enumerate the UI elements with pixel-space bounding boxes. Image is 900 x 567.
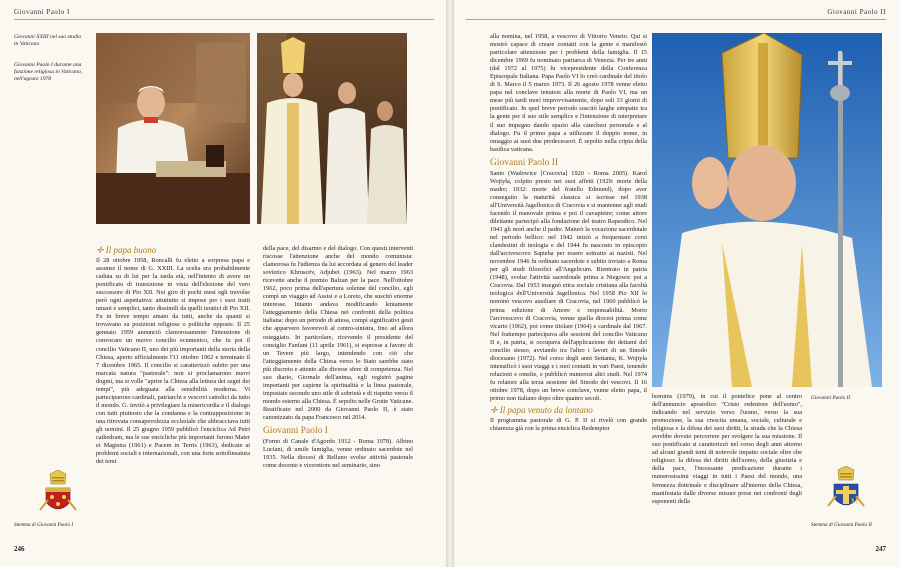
text-column-1 [490, 33, 647, 433]
section-title [490, 405, 647, 416]
text-column-1 [96, 245, 250, 466]
text-column-2 [263, 245, 413, 470]
coat-of-arms-icon [38, 470, 78, 518]
photo-caption-2: Giovanni Paolo I durante una funzione religiosa in Vaticano, nell'agosto 1978 [14, 62, 83, 82]
running-head-right: Giovanni Paolo II [827, 8, 886, 16]
paragraph: (Forno di Canale d'Agordo 1912 - Roma 1978). Albino Luciani, di umile famiglia, venne ordinato sacerdote nel 1935. Nella diocesi di Belluno svolse attività pastorale come docente e vicerettore nel seminario, sino [263, 438, 413, 470]
page-number: 246 [14, 545, 25, 553]
paragraph: alla nomina, nel 1958, a vescovo di Vittorio Veneto. Qui si mostrò capace di creare contatti con la gente e manifestò particolare attenzione per i problemi della famiglia. Il 15 dicembre 1969 fu nominato patriarca di Venezia. Per tre anni (dal 1972 al 1975) fu vicepresidente della Conferenza Episcopale Italiana. Papa Paolo VI lo creò cardinale del titolo di S. Marco il 5 marzo 1973. Il 26 agosto 1978 venne eletto papa nel conclave tenutosi alla morte di Paolo VI, ma un mese più tardi morì improvvisamente, dopo soli 33 giorni di pontificato. In quel breve periodo suscitò larghe simpatie tra la gente per il suo stile semplice e l'intenzione di interpretare il suo impegno dando spazio alla catechesi personale e al dialogo. Fu il primo papa a utilizzare il doppio nome, in omaggio ai suoi due predecessori. È sepolto nella cripta della basilica vaticana. [490, 33, 647, 153]
right-page [454, 0, 900, 567]
running-head-left: Giovanni Paolo I [14, 8, 70, 16]
bullet-icon: ✛ [490, 405, 500, 416]
svg-text:M: M [851, 497, 859, 506]
photo-caption-1: Giovanni XXIII nel suo studio in Vaticano [14, 34, 82, 47]
section-title-text: Il papa buono [105, 245, 157, 255]
book-gutter [446, 0, 454, 567]
coat-of-arms-icon [826, 466, 866, 514]
coat-of-arms-caption: Stemma di Giovanni Paolo I [14, 522, 74, 528]
left-page [0, 0, 446, 567]
section-title-text: Il papa venuto da lontano [499, 405, 593, 416]
paragraph: Santo (Wadowice [Cracovia] 1920 - Roma 2005). Karol Wojtyła, colpito presto nei suoi affetti (1929: morte della madre; 1932: morte del fratello Edmund), dopo aver conseguito la maturità classica si iscrisse nel 1938 all'Università Jagellonica di Cracovia e si mantenne agli studi facendo il manovale prima e poi il cavapietre; come attore dilettante partecipò alla fondazione del teatro Rapsodico. Nel 1941 gli morì anche il padre. Maturò la vocazione sacerdotale nel periodo bellico: nel 1942 iniziò a frequentare corsi clandestini di teologia e del 1944 fu nascosto in episcopio dall'arcivescovo Sapieha per essere sottratto ai nazisti. Nel novembre 1946 fu ordinato sacerdote e subito inviato a Roma per gli studi filosofici all'Angelicum. Rientrato in patria (1948), svolse l'attività sacerdotale prima a Niegowic poi a Cracovia. Dal 1953 insegnò etica sociale cristiana alla facoltà teologica dell'Università Jagellonica. Nel 1958 Pio XII lo nominò vescovo ausiliare di Cracovia, nel 1960 pubblicò la prima edizione di Amore e responsabilità. Morto l'arcivescovo di Cracovia, venne quella diocesi prima come vicario (1962), poi come titolare (1964) e cardinale dal 1967. Nel frattempo partecipava alle sessioni del concilio Vaticano II e, in patria, si occupava dell'applicazione dei dettami del concilio stesso, avviando tra l'altro i lavori di un Sinodo diocesano (1972). Nel corso degli anni Settanta, K. Wojtyła intensificò i suoi viaggi e i suoi contatti in vari Paesi, tenendo relazioni e omelie, e pubblicò numerosi altri studi. Nel 1974 fu relatore alla terza sessione del Sinodo dei vescovi. Il 16 ottobre 1978, dopo un breve conclave, venne eletto papa, il primo non italiano dopo oltre quattro secoli. [490, 169, 647, 403]
coat-of-arms-caption: Stemma di Giovanni Paolo II [811, 522, 872, 528]
header-rule [466, 19, 886, 20]
photo-giovanni-paolo-i [257, 33, 407, 224]
header-rule [14, 19, 434, 20]
paragraph: Il 28 ottobre 1958, Roncalli fu eletto a sorpresa papa e assunse il nome di G. XXIII. La scelta era probabilmente caduta su di lui per la tarda età, nell'intento di avere un pontificato di transizione in vista dell'elezione del vero successore di Pio XII. Nei giro di pochi mesi egli travolse però ogni aspettativa: attuitutto si impose per i suoi tratti umani e semplici, tanto dissimili da quelli ieratici di Pio XII. Fu in breve tempo amato da tutti, anche da quanti si trovavano su posizioni religiose o politiche opposte. Il 25 gennaio 1959 annunciò clamorosamente l'intenzione di convocare un nuovo concilio ecumenico, che fu poi il concilio Vaticano II, uno dei più importanti della storia della Chiesa, aperto ufficialmente l'11 ottobre 1962 e terminato il 7 dicembre 1965. Il concilio si caratterizzò subito per una marcata natura "pastorale": non si proclamarono nuovi dogmi, ma si volle "aprire la Chiesa alla lettura dei segni dei tempi", più adeguata alla sensibilità moderna. Vi parteciparono cardinali, patriarchi e vescovi cattolici da tutto il mondo. G. invitò a privilegiare la misericordia e il dialogo con tutti piuttosto che la condanna e la contrapposizione in una ritrovata consapevolezza ecclesiale che abbracciava tutti gli uomini. Il 25 giugno 1959 pubblicò l'enciclica Ad Petri cathedram, ma le sue encicliche più importanti furono Mater et Magistra (1961) e Pacem in Terris (1963), dedicate ai problemi sociali e internazionali, con una forte sottolineatura dei temi [96, 257, 250, 466]
paragraph: hominis (1979), in cui il pontefice pone al centro dell'annuncio apostolico "Cristo redentore dell'uomo", indicando nel servizio verso l'uomo, verso la sua promozione, la sua crescita umana, sociale, culturale e religiosa e la difesa dei suoi diritti, la strada che la Chiesa avrebbe dovuto percorrere per svolgere la sua missione. Il suo pontificato si caratterizzò nel corso degli anni attorno ad alcuni grandi temi di notevole impatto sociale oltre che religioso: la difesa dei diritti dell'uomo, della giustizia e della pace, l'incessante predicazione durante i numerosissimi viaggi in tutti i Paesi del mondo, una fermezza dottrinale e disciplinare all'interno della Chiesa, manifestata dalle diverse misure prese nei confronti degli esponenti della [652, 393, 802, 505]
section-title [96, 245, 250, 256]
photo-giovanni-paolo-ii [652, 33, 882, 387]
paragraph: Il programma pastorale di G. P. II si rivelò con grande chiarezza già con la prima enciclica Redemptor [490, 417, 647, 433]
page-number: 247 [875, 545, 886, 553]
paragraph: della pace, del disarmo e del dialogo. Con questi interventi riscosse l'attenzione anche del mondo comunista: clamorosa fu l'udienza da lui accordata al genero del leader sovietico Khruscëv, Adjubei (1963). Nel marzo 1963 ricevette anche il premio Balzan per la pace. Nell'ottobre 1962, poco prima dell'apertura solenne del concilio, egli compì un viaggio ad Assisi e a Loreto, che suscitò enorme interesse. Intanto andava modificando lentamente l'atteggiamento della Chiesa nei confronti della politica italiana: dopo un periodo di attesa, compì significativi gesti che apparvero favorevoli al centro-sinistra, fino ad allora osteggiato. In particolare, ricevendo il presidente del consiglio Fanfani (11 aprile 1961), si espresse a favore di un Tevere più largo, intendendo con ciò che l'atteggiamento della Chiesa verso lo Stato sarebbe stato più discreto e attento alle diverse sfere di competenza. Nel suo diario, Giornale dell'anima, egli registrò pagine importanti per capirne la spiritualità e la linea pastorale, impostate secondo uno stile di sobrietà e di rispetto verso il mondo esterno alla Chiesa. È sepolto nelle Grotte Vaticane. Beatificato nel 2000 da Giovanni Paolo II, è stato canonizzato da papa Francesco nel 2014. [263, 245, 413, 421]
bullet-icon: ✛ [96, 245, 106, 255]
photo-giovanni-xxiii [96, 33, 250, 224]
bio-title: Giovanni Paolo II [490, 157, 559, 168]
photo-caption: Giovanni Paolo II [811, 395, 851, 401]
bio-title: Giovanni Paolo I [263, 426, 328, 437]
text-column-2 [652, 393, 802, 506]
